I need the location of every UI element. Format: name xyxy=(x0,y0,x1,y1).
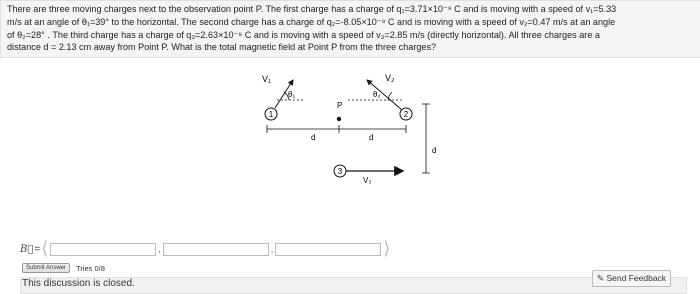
comma-1: , xyxy=(158,244,161,254)
submit-row xyxy=(22,263,105,273)
b-x-input[interactable] xyxy=(50,243,156,256)
tries-counter: Tries 0/8 xyxy=(76,263,105,273)
charges-diagram xyxy=(240,56,450,186)
equals-sign: = xyxy=(34,243,41,255)
send-feedback-button[interactable] xyxy=(592,270,671,287)
charge-1-label: 1 xyxy=(268,110,274,119)
send-feedback-label: Send Feedback xyxy=(606,273,667,283)
comma-2: , xyxy=(270,244,274,254)
answer-row xyxy=(20,238,391,259)
v3-label: V₃ xyxy=(363,176,372,185)
b-z-input[interactable] xyxy=(275,243,381,256)
b-y-input[interactable] xyxy=(163,243,269,256)
close-angle-bracket: ⟩ xyxy=(383,238,391,259)
charge-3-label: 3 xyxy=(337,167,343,176)
submit-answer-button[interactable]: Submit Answer xyxy=(22,263,70,273)
problem-line-3: of θ₂=28° . The third charge has a charge of q₃=2.63×10⁻⁹ C and is moving with a speed of v₃=2.85 m/s (directly horizontal). All three charges are a xyxy=(7,29,600,40)
discussion-closed-text: This discussion is closed. xyxy=(22,278,135,289)
v2-label: V₂ xyxy=(385,73,395,83)
point-p-label: P xyxy=(337,101,343,110)
b-vector-label: B⃗ xyxy=(20,243,34,255)
v1-label: V₁ xyxy=(262,74,272,84)
charge-2-label: 2 xyxy=(403,110,409,119)
problem-line-2: m/s at an angle of θ₁=39° to the horizontal. The second charge has a charge of q₂=-8.05×10⁻⁸ C and is moving with a speed of v₂=0.47 m/s at an angle xyxy=(7,16,616,27)
problem-line-1: There are three moving charges next to the observation point P. The first charge has a charge of q₁=3.71×10⁻⁹ C and is moving with a speed of v₁=5.33 xyxy=(7,4,617,14)
theta2-label: θ₂ xyxy=(373,90,381,99)
open-angle-bracket: ⟨ xyxy=(41,238,49,259)
theta2-arc xyxy=(388,92,392,100)
d2-label: d xyxy=(369,133,374,142)
theta1-label: θ₁ xyxy=(288,90,296,99)
d1-label: d xyxy=(311,133,316,142)
problem-line-4: distance d = 2.13 cm away from Point P. What is the total magnetic field at Point P from the three charges? xyxy=(7,42,437,53)
d3-label: d xyxy=(432,146,437,155)
point-p-dot xyxy=(337,117,341,121)
pencil-icon: ✎ xyxy=(597,273,605,283)
problem-statement xyxy=(0,0,700,58)
